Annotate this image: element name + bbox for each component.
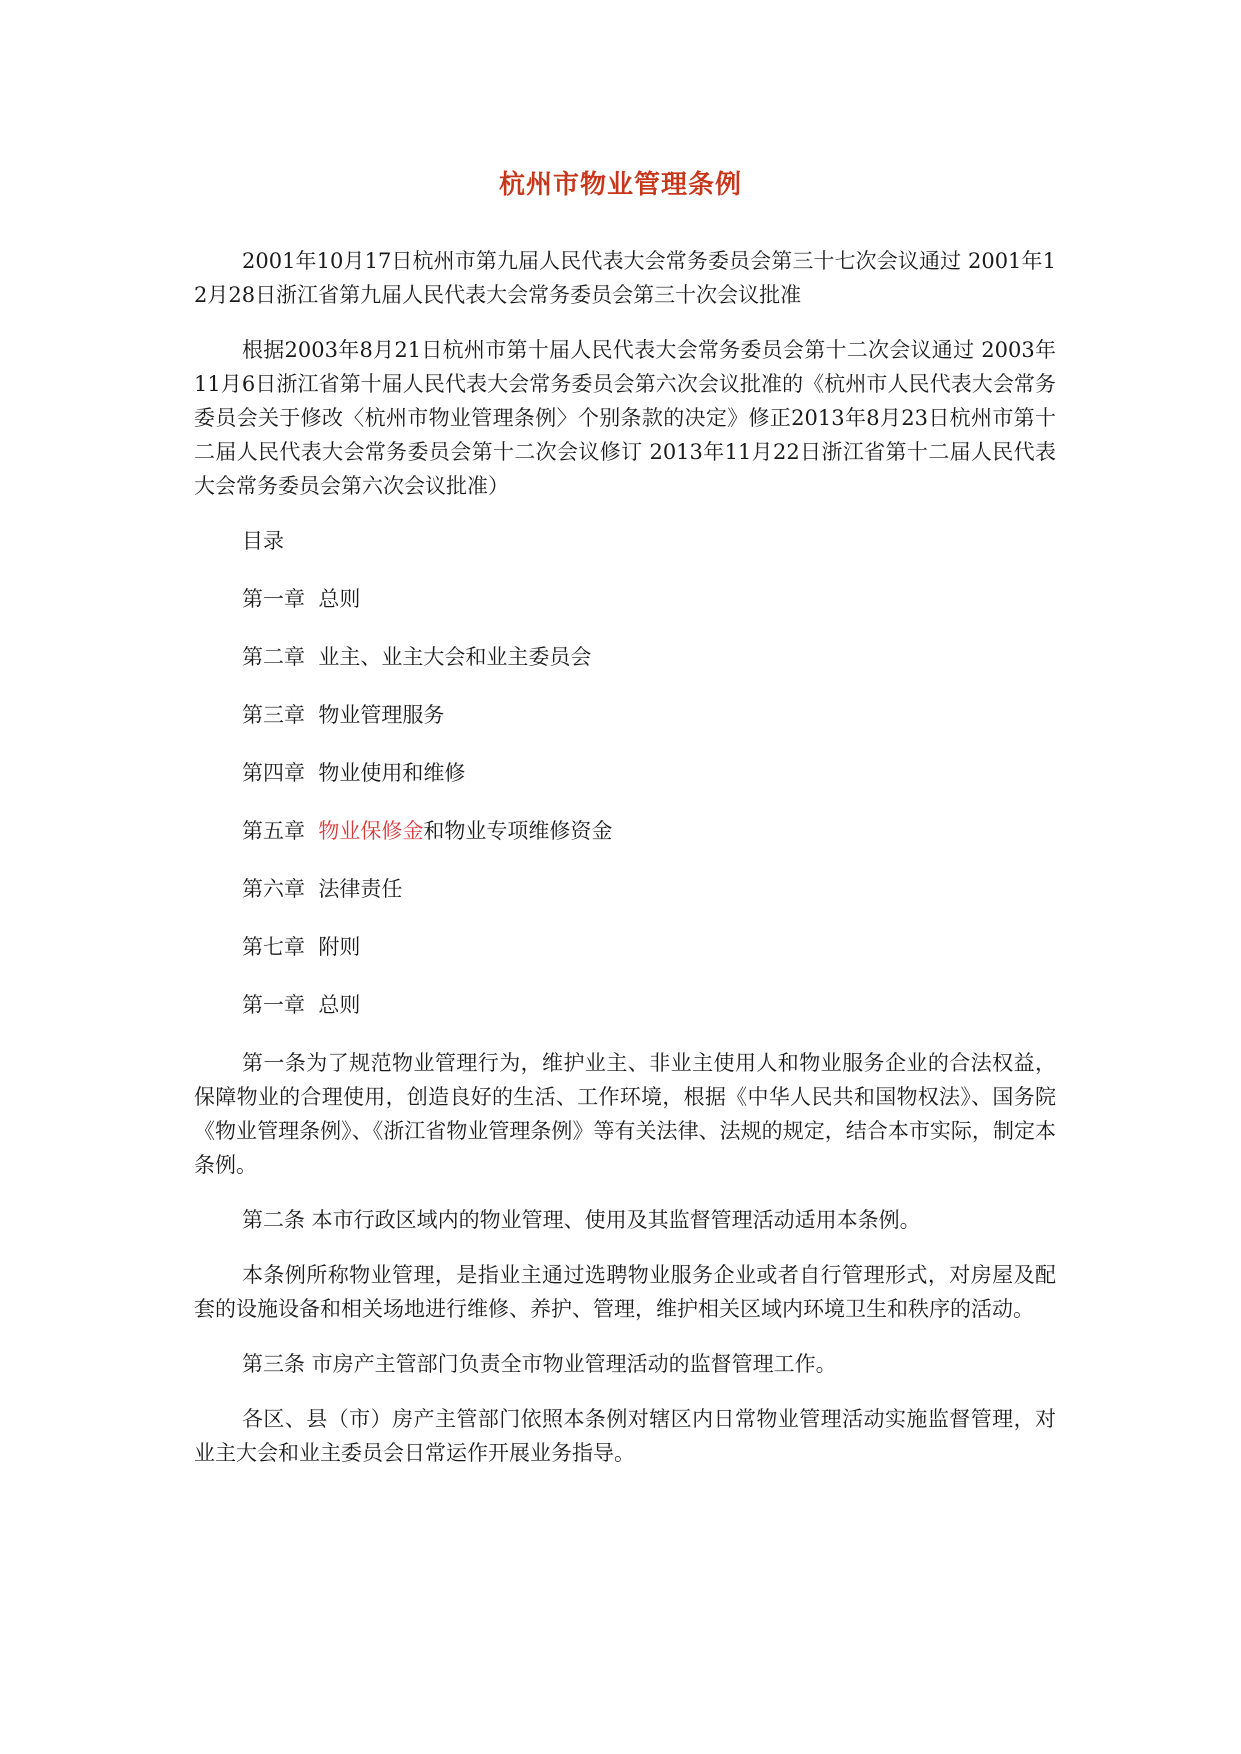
- toc-chapter-name: 业主、业主大会和业主委员会: [318, 645, 592, 669]
- toc-highlight-link[interactable]: 物业保修金: [318, 819, 424, 843]
- toc-chapter-number: 第七章: [242, 935, 305, 959]
- toc-chapter-number: 第五章: [242, 819, 305, 843]
- toc-chapter-name: 和物业专项维修资金: [423, 819, 613, 843]
- chapter-number: 第一章: [242, 993, 305, 1017]
- toc-chapter-number: 第四章: [242, 761, 305, 785]
- toc-chapter-number: 第二章: [242, 645, 305, 669]
- toc-chapter-name: 物业使用和维修: [318, 761, 466, 785]
- article-2: 第二条 本市行政区域内的物业管理、使用及其监督管理活动适用本条例。: [242, 1208, 921, 1232]
- article-1: 第一条为了规范物业管理行为，维护业主、非业主使用人和物业服务企业的合法权益，保障物业的合理使用，创造良好的生活、工作环境，根据《中华人民共和国物权法》、国务院《物业管理条例》、《浙江省物业管理条例》等有关法律、法规的规定，结合本市实际，制定本条例。: [194, 1051, 1056, 1177]
- toc-item-6: [194, 872, 1056, 906]
- toc-item-4: [194, 756, 1056, 790]
- article-3: 第三条 市房产主管部门负责全市物业管理活动的监督管理工作。: [242, 1352, 837, 1376]
- toc-chapter-name: 法律责任: [318, 877, 403, 901]
- toc-item-5: [194, 814, 1056, 848]
- toc-chapter-number: 第六章: [242, 877, 305, 901]
- toc-chapter-number: 第一章: [242, 587, 305, 611]
- toc-heading: 目录: [242, 529, 284, 553]
- toc-chapter-name: 总则: [318, 587, 361, 611]
- chapter-name: 总则: [318, 993, 361, 1017]
- toc-chapter-name: 附则: [318, 935, 361, 959]
- toc-chapter-name: 物业管理服务: [318, 703, 445, 727]
- chapter-one-heading: [194, 988, 1056, 1022]
- document-body: [194, 244, 1056, 1491]
- preamble-paragraph-1: 2001年10月17日杭州市第九届人民代表大会常务委员会第三十七次会议通过 2001年12月28日浙江省第九届人民代表大会常务委员会第三十次会议批准: [194, 249, 1056, 307]
- toc-chapter-number: 第三章: [242, 703, 305, 727]
- article-3-paragraph-2: 各区、县（市）房产主管部门依照本条例对辖区内日常物业管理活动实施监督管理，对业主大会和业主委员会日常运作开展业务指导。: [194, 1407, 1056, 1465]
- document-title: 杭州市物业管理条例: [498, 170, 742, 200]
- preamble-paragraph-2: 根据2003年8月21日杭州市第十届人民代表大会常务委员会第十二次会议通过 2003年11月6日浙江省第十届人民代表大会常务委员会第六次会议批准的《杭州市人民代表大会常务委员会关于修改〈杭州市物业管理条例〉个别条款的决定》修正2013年8月23日杭州市第十二届人民代表大会常务委员会第十二次会议修订 2013年11月22日浙江省第十二届人民代表大会常务委员会第六次会议批准）: [194, 338, 1056, 498]
- toc-item-7: [194, 930, 1056, 964]
- toc-item-3: [194, 698, 1056, 732]
- toc-item-1: [194, 582, 1056, 616]
- article-2-paragraph-2: 本条例所称物业管理，是指业主通过选聘物业服务企业或者自行管理形式，对房屋及配套的设施设备和相关场地进行维修、养护、管理，维护相关区域内环境卫生和秩序的活动。: [194, 1263, 1056, 1321]
- toc-item-2: [194, 640, 1056, 674]
